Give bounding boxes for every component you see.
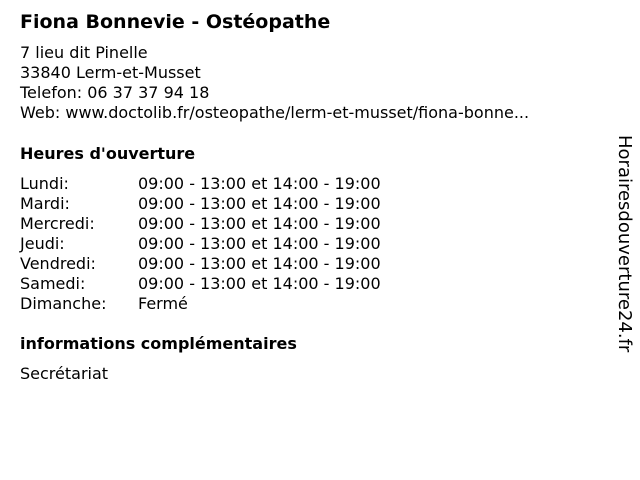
time-value: 09:00 - 13:00 et 14:00 - 19:00: [138, 214, 381, 233]
hours-heading: Heures d'ouverture: [20, 144, 196, 163]
watermark: [612, 135, 636, 371]
address-block: [20, 43, 529, 123]
hours-row-sunday: [20, 294, 381, 314]
time-value: 09:00 - 13:00 et 14:00 - 19:00: [138, 194, 381, 213]
day-label: Samedi:: [20, 274, 86, 293]
day-label: Dimanche:: [20, 294, 107, 313]
day-label: Vendredi:: [20, 254, 96, 273]
day-label: Jeudi:: [20, 234, 65, 253]
info-text: Secrétariat: [20, 364, 109, 383]
city-address: 33840 Lerm-et-Musset: [20, 63, 201, 82]
time-value: 09:00 - 13:00 et 14:00 - 19:00: [138, 234, 381, 253]
time-value: 09:00 - 13:00 et 14:00 - 19:00: [138, 254, 381, 273]
time-value: Fermé: [138, 294, 188, 313]
hours-row-tuesday: [20, 194, 381, 214]
phone-number: Telefon: 06 37 37 94 18: [20, 83, 210, 102]
watermark-text: Horairesdouverture24.fr: [614, 135, 635, 353]
hours-row-thursday: [20, 234, 381, 254]
street-address: 7 lieu dit Pinelle: [20, 43, 148, 62]
time-value: 09:00 - 13:00 et 14:00 - 19:00: [138, 174, 381, 193]
info-heading: informations complémentaires: [20, 334, 297, 353]
time-value: 09:00 - 13:00 et 14:00 - 19:00: [138, 274, 381, 293]
opening-hours-table: [20, 174, 381, 314]
day-label: Mercredi:: [20, 214, 95, 233]
hours-row-monday: [20, 174, 381, 194]
hours-row-friday: [20, 254, 381, 274]
website-link[interactable]: Web: www.doctolib.fr/osteopathe/lerm-et-musset/fiona-bonne...: [20, 103, 530, 122]
day-label: Mardi:: [20, 194, 70, 213]
day-label: Lundi:: [20, 174, 69, 193]
hours-row-wednesday: [20, 214, 381, 234]
hours-row-saturday: [20, 274, 381, 294]
page-title: Fiona Bonnevie - Ostéopathe: [20, 11, 331, 33]
